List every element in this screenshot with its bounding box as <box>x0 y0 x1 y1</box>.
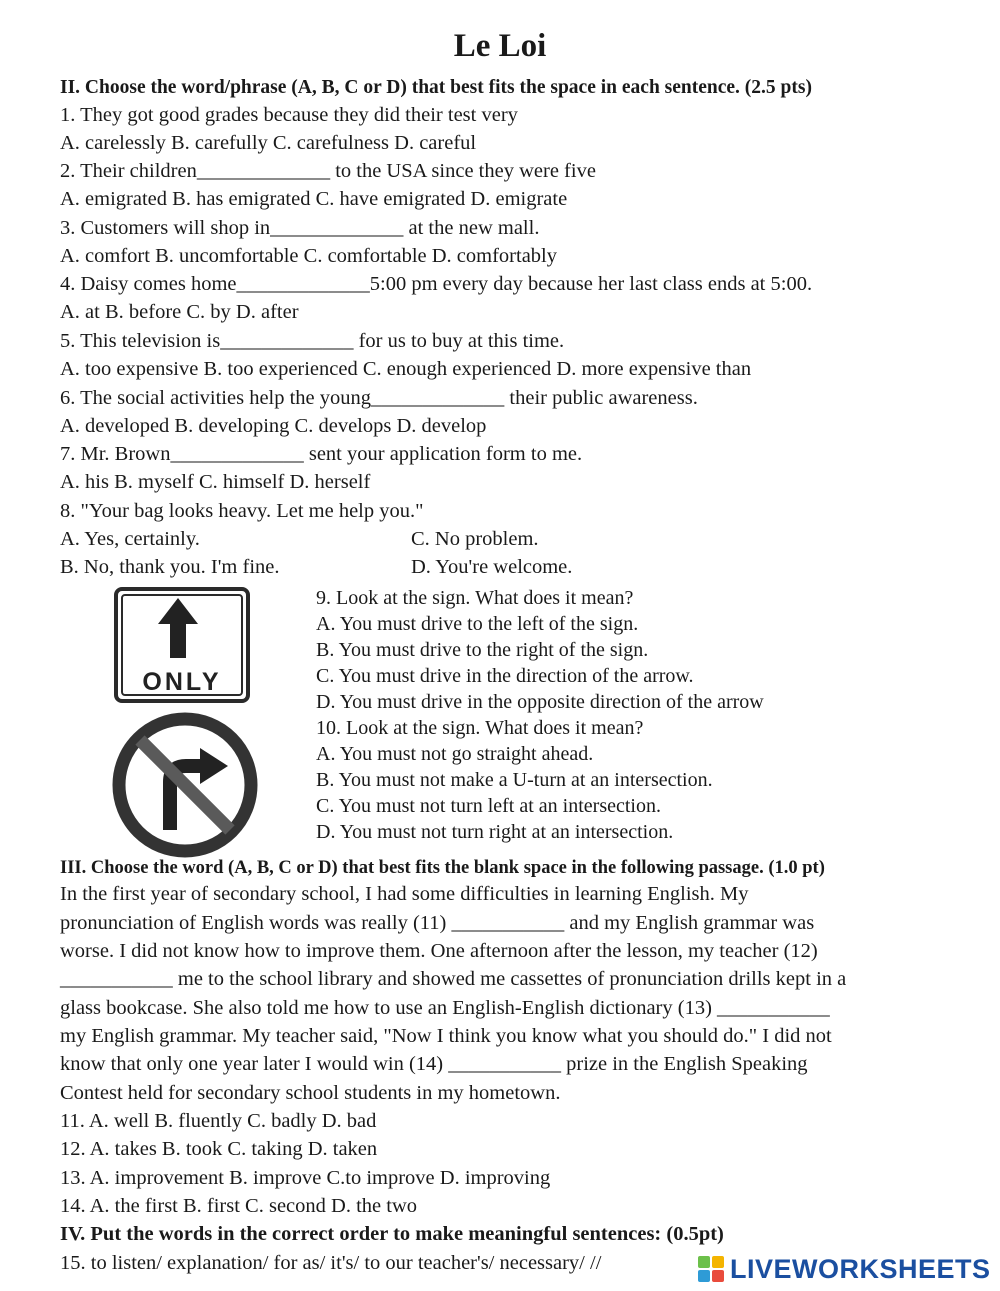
question-6-options: A. developed B. developing C. develops D. develop <box>60 415 487 437</box>
question-12: 12. A. takes B. took C. taking D. taken <box>60 1138 378 1160</box>
passage-line: worse. I did not know how to improve them. One afternoon after the lesson, my teacher (12) <box>60 940 818 962</box>
passage-line: Contest held for secondary school students in my hometown. <box>60 1082 561 1104</box>
question-10-option-b: B. You must not make a U-turn at an intersection. <box>316 769 713 791</box>
question-10: 10. Look at the sign. What does it mean? <box>316 717 644 739</box>
question-3: 3. Customers will shop in_____________ at the new mall. <box>60 217 540 239</box>
question-10-option-c: C. You must not turn left at an intersection. <box>316 795 661 817</box>
passage-line: ___________ me to the school library and showed me cassettes of pronunciation drills kept in a <box>60 968 847 990</box>
question-11: 11. A. well B. fluently C. badly D. bad <box>60 1110 377 1132</box>
sign-only-label: ONLY <box>142 668 222 696</box>
question-8-option-c: C. No problem. <box>411 528 539 550</box>
liveworksheets-logo-icon <box>698 1256 724 1282</box>
question-9-option-b: B. You must drive to the right of the sign. <box>316 639 649 661</box>
question-8-option-b: B. No, thank you. I'm fine. <box>60 556 280 578</box>
question-8: 8. "Your bag looks heavy. Let me help you." <box>60 500 424 522</box>
question-13: 13. A. improvement B. improve C.to improve D. improving <box>60 1167 551 1189</box>
passage-line: In the first year of secondary school, I had some difficulties in learning English. My <box>60 883 749 905</box>
passage-line: pronunciation of English words was really (11) ___________ and my English grammar was <box>60 912 815 934</box>
question-2-options: A. emigrated B. has emigrated C. have emigrated D. emigrate <box>60 188 568 210</box>
question-9-option-a: A. You must drive to the left of the sign. <box>316 613 639 635</box>
question-8-option-d: D. You're welcome. <box>411 556 573 578</box>
question-8-option-a: A. Yes, certainly. <box>60 528 200 550</box>
question-7: 7. Mr. Brown_____________ sent your application form to me. <box>60 443 583 465</box>
straight-only-sign-icon <box>112 586 252 704</box>
question-3-options: A. comfort B. uncomfortable C. comfortable D. comfortably <box>60 245 557 267</box>
question-5: 5. This television is_____________ for us to buy at this time. <box>60 330 565 352</box>
question-7-options: A. his B. myself C. himself D. herself <box>60 471 371 493</box>
question-9-option-d: D. You must drive in the opposite direction of the arrow <box>316 691 764 713</box>
question-4: 4. Daisy comes home_____________5:00 pm every day because her last class ends at 5:00. <box>60 273 813 295</box>
page-title: Le Loi <box>453 28 547 64</box>
passage-line: my English grammar. My teacher said, "Now I think you know what you should do." I did not <box>60 1025 832 1047</box>
question-10-option-a: A. You must not go straight ahead. <box>316 743 594 765</box>
question-9: 9. Look at the sign. What does it mean? <box>316 587 634 609</box>
passage-line: know that only one year later I would win (14) ___________ prize in the English Speaking <box>60 1053 808 1075</box>
question-15: 15. to listen/ explanation/ for as/ it's/ to our teacher's/ necessary/ // <box>60 1252 602 1274</box>
section-2-heading: II. Choose the word/phrase (A, B, C or D) that best fits the space in each sentence. (2.5 pts) <box>60 77 812 98</box>
question-14: 14. A. the first B. first C. second D. the two <box>60 1195 418 1217</box>
passage-line: glass bookcase. She also told me how to use an English-English dictionary (13) ___________ <box>60 997 830 1019</box>
question-10-option-d: D. You must not turn right at an intersection. <box>316 821 674 843</box>
question-5-options: A. too expensive B. too experienced C. enough experienced D. more expensive than <box>60 358 752 380</box>
section-4-heading: IV. Put the words in the correct order to make meaningful sentences: (0.5pt) <box>60 1223 724 1245</box>
question-1: 1. They got good grades because they did their test very <box>60 104 518 126</box>
section-3-heading: III. Choose the word (A, B, C or D) that best fits the blank space in the following passage. (1.0 pt) <box>60 858 825 878</box>
question-4-options: A. at B. before C. by D. after <box>60 301 299 323</box>
liveworksheets-logo <box>698 1253 994 1285</box>
question-9-option-c: C. You must drive in the direction of the arrow. <box>316 665 694 687</box>
question-2: 2. Their children_____________ to the USA since they were five <box>60 160 596 182</box>
no-right-turn-sign-icon <box>112 712 258 858</box>
question-6: 6. The social activities help the young_____________ their public awareness. <box>60 387 698 409</box>
question-1-options: A. carelessly B. carefully C. carefulness D. careful <box>60 132 477 154</box>
liveworksheets-logo-text: LIVEWORKSHEETS <box>730 1253 991 1284</box>
